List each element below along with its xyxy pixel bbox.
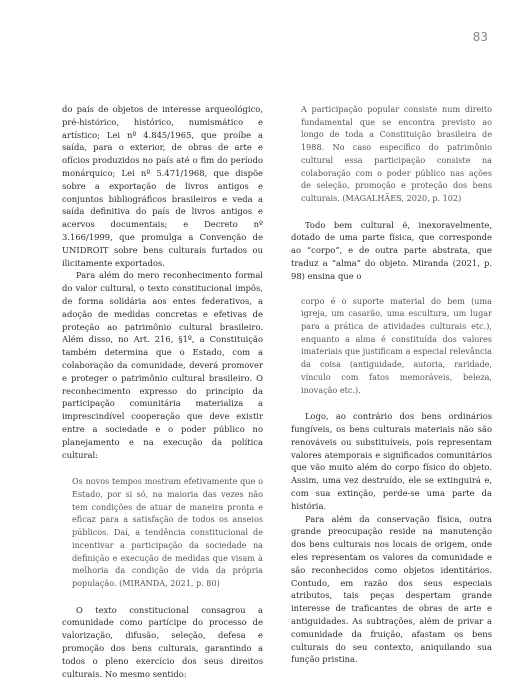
paragraph: Para além da conservação física, outra grande preocupação reside na manutenção dos bens culturais nos locais de origem, onde eles representam os valores da comunidade e são reconhecidos como objetos identitários. Contudo, em razão dos seus especiais atributos, tais peças despertam grande interesse de traficantes de obras de arte e antiguidades. As subtrações, além de privar a comunidade da fruição, afastam os bens culturais do seu contexto, aniquilando sua função pristina. bbox=[291, 513, 492, 665]
paragraph: Todo bem cultural é, inexoravelmente, dotado de uma parte física, que corresponde ao “corpo”, e de outra parte abstrata, que traduz a “alma” do objeto. Miranda (2021, p. 98) ensina que o bbox=[291, 219, 492, 281]
block-quote: Os novos tempos mostram efetivamente que o Estado, por si só, na maioria das vezes não tem condições de atuar de maneira pronta e eficaz para a satisfação de todos os anseios públicos. Daí, a tendência constitucional de incentivar a participação da sociedade na definição e execução de medidas que visam à melhoria da condição de vida da própria população. (MIRANDA, 2021, p. 80) bbox=[72, 476, 263, 588]
paragraph: Para além do mero reconhecimento formal do valor cultural, o texto constitucional impôs, de forma solidária aos entes federativos, a adoção de medidas concretas e efetivas de proteção ao patrimônio cultural brasileiro. Além disso, no Art. 216, §1º, a Constituição também determina que o Estado, com a colaboração da comunidade, deverá promover e proteger o patrimônio cultural brasileiro. O reconhecimento expresso do princípio da participação comunitária materializa a imprescindível cooperação que deve existir entre a sociedade e o poder público no planejamento e na execução da política cultural: bbox=[62, 270, 263, 460]
left-column bbox=[62, 103, 263, 680]
paragraph: O texto constitucional consagrou a comunidade como partícipe do processo de valorização, difusão, seleção, defesa e promoção dos bens culturais, garantindo a todos o pleno exercício dos seus direitos culturais. No mesmo sentido: bbox=[62, 604, 263, 679]
block-quote: corpo é o suporte material do bem (uma igreja, um casarão, uma escultura, um lugar para a prática de atividades culturais etc.), enquanto a alma é constituída dos valores imateriais que justificam a especial relevância da coisa (antiguidade, autoria, raridade, vínculo com fatos memoráveis, beleza, inovação etc.). bbox=[301, 295, 492, 395]
block-quote: A participação popular consiste num direito fundamental que se encontra previsto ao longo de toda a Constituição brasileira de 1988. No caso específico do patrimônio cultural essa participação consiste na colaboração com o poder público nas ações de seleção, promoção e proteção dos bens culturais. (MAGALHÃES, 2020, p. 102) bbox=[301, 104, 492, 203]
page-number: 83 bbox=[472, 30, 488, 44]
right-column bbox=[291, 103, 492, 666]
paragraph: Logo, ao contrário dos bens ordinários fungíveis, os bens culturais materiais não são renováveis ou substituíveis, pois representam valores atemporais e significados comunitários que vão muito além do corpo físico do objeto. Assim, uma vez destruído, ele se extinguirá e, com sua extinção, perde-se uma parte da história. bbox=[291, 411, 492, 511]
paragraph: do país de objetos de interesse arqueológico, pré-histórico, histórico, numismático e artístico; Lei nº 4.845/1965, que proíbe a saída, para o exterior, de obras de arte e ofícios produzidos no país até o fim do período monárquico; Lei nº 5.471/1968, que dispõe sobre a exportação de livros antigos e conjuntos bibliográficos brasileiros e veda a saída definitiva do país de livros antigos e acervos documentais; e Decreto nº 3.166/1999, que promulga a Convenção de UNIDROIT sobre bens culturais furtados ou ilicitamente exportados. bbox=[62, 104, 263, 268]
